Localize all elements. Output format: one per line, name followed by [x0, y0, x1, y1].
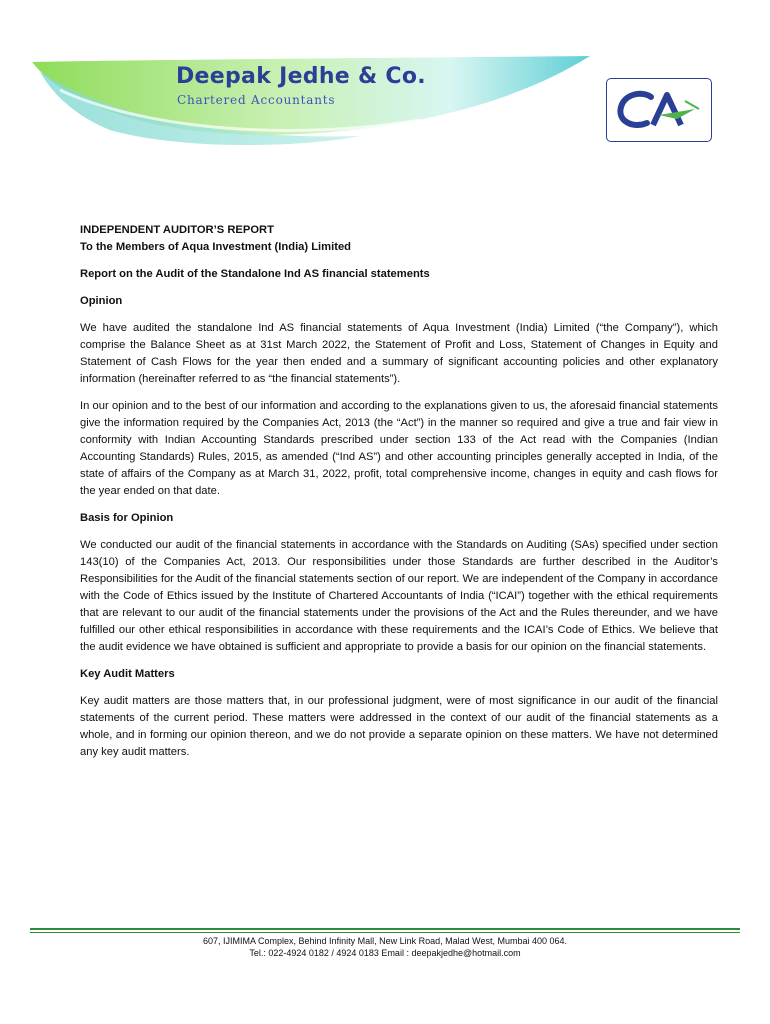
footer-divider: [30, 928, 740, 933]
basis-paragraph-1: We conducted our audit of the financial statements in accordance with the Standards on Auditing (SAs) specified under section 143(10) of the Companies Act, 2013. Our responsibilities under those Standards are further described in the Auditor’s Responsibilities for the Audit of the financial statements section of our report. We are independent of the Company in accordance with the Code of Ethics issued by the Institute of Chartered Accountants of India (“ICAI”) together with the ethical requirements that are relevant to our audit of the financial statements under the provisions of the Act and the Rules thereunder, and we have fulfilled our other ethical responsibilities in accordance with these requirements and the ICAI’s Code of Ethics. We believe that the audit evidence we have obtained is sufficient and appropriate to provide a basis for our opinion on the financial statements.: [80, 539, 718, 653]
footer-contact: Tel.: 022-4924 0182 / 4924 0183 Email : deepakjedhe@hotmail.com: [249, 948, 521, 958]
report-addressee: To the Members of Aqua Investment (India) Limited: [80, 241, 352, 253]
footer-address: 607, IJIMIMA Complex, Behind Infinity Mall, New Link Road, Malad West, Mumbai 400 064.: [203, 936, 567, 946]
firm-subtitle: Chartered Accountants: [177, 93, 336, 107]
opinion-heading: Opinion: [80, 295, 123, 307]
ca-logo: [606, 78, 712, 142]
kam-paragraph-1: Key audit matters are those matters that, in our professional judgment, were of most significance in our audit of the financial statements of the current period. These matters were addressed in the context of our audit of the financial statements as a whole, and in forming our opinion thereon, and we do not provide a separate opinion on these matters. We have not determined any key audit matters.: [80, 695, 718, 758]
footer: [0, 935, 770, 959]
report-body: [80, 222, 718, 761]
firm-name: Deepak Jedhe & Co.: [176, 64, 426, 89]
ca-logo-icon: [607, 79, 710, 140]
basis-heading: Basis for Opinion: [80, 512, 174, 524]
opinion-paragraph-1: We have audited the standalone Ind AS financial statements of Aqua Investment (India) Limited (“the Company”), which comprise the Balance Sheet as at 31st March 2022, the Statement of Profit and Loss, Statement of Changes in Equity and Statement of Cash Flows for the year then ended and a summary of significant accounting policies and other explanatory information (hereinafter referred to as “the financial statements”).: [80, 322, 718, 385]
opinion-paragraph-2: In our opinion and to the best of our information and according to the explanations given to us, the aforesaid financial statements give the information required by the Companies Act, 2013 (the “Act”) in the manner so required and give a true and fair view in conformity with Indian Accounting Standards prescribed under section 133 of the Act read with the Companies (Indian Accounting Standards) Rules, 2015, as amended (“Ind AS”) and other accounting principles generally accepted in India, of the state of affairs of the Company as at March 31, 2022, profit, total comprehensive income, changes in equity and cash flows for the year ended on that date.: [80, 400, 718, 497]
letterhead: [0, 0, 770, 200]
kam-heading: Key Audit Matters: [80, 668, 175, 680]
report-heading: Report on the Audit of the Standalone Ind AS financial statements: [80, 268, 430, 280]
report-title: INDEPENDENT AUDITOR’S REPORT: [80, 224, 274, 236]
